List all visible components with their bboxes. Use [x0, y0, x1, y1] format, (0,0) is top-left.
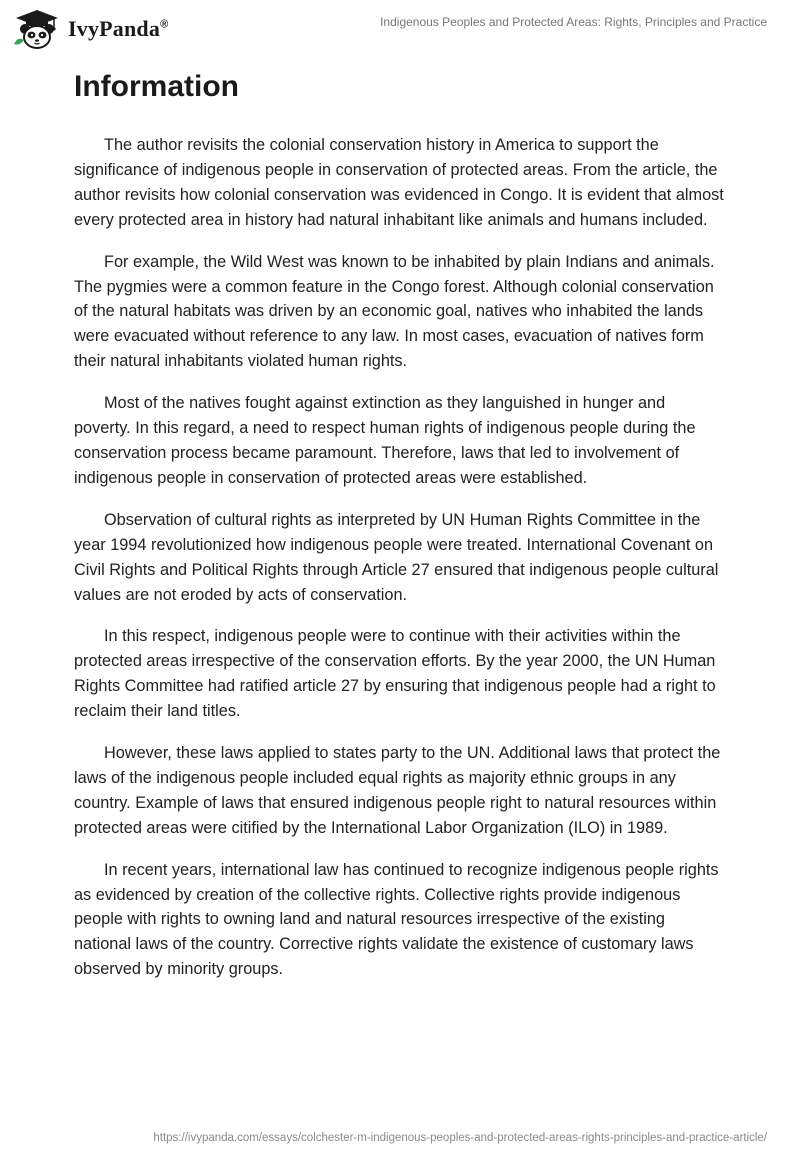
article-body [74, 133, 726, 999]
document-title: Indigenous Peoples and Protected Areas: Rights, Principles and Practice [380, 15, 767, 29]
registered-mark: ® [160, 18, 169, 31]
section-heading: Information [74, 70, 239, 103]
ivypanda-logo[interactable] [12, 8, 168, 50]
paragraph: However, these laws applied to states party to the UN. Additional laws that protect the laws of the indigenous people included equal rights as majority ethnic groups in any country. Example of laws that ensured indigenous people right to natural resources within protected areas were citified by the International Labor Organization (ILO) in 1989. [74, 744, 721, 837]
source-url[interactable]: https://ivypanda.com/essays/colchester-m-indigenous-peoples-and-protected-areas-rights-principles-and-practice-article/ [153, 1132, 767, 1144]
paragraph: For example, the Wild West was known to be inhabited by plain Indians and animals. The pygmies were a common feature in the Congo forest. Although colonial conservation of the natural habitats was driven by an economic goal, natives who inhabited the lands were evacuated without reference to any law. In most cases, evacuation of natives form their natural inhabitants violated human rights. [74, 252, 715, 371]
page-header [0, 0, 800, 60]
paragraph: In this respect, indigenous people were to continue with their activities within the protected areas irrespective of the conservation efforts. By the year 2000, the UN Human Rights Committee had ratified article 27 by ensuring that indigenous people had a right to reclaim their land titles. [74, 627, 716, 721]
paragraph: Observation of cultural rights as interpreted by UN Human Rights Committee in the year 1994 revolutionized how indigenous people were treated. International Covenant on Civil Rights and Political Rights through Article 27 ensured that indigenous people cultural values are not eroded by acts of conservation. [74, 510, 719, 604]
paragraph: Most of the natives fought against extinction as they languished in hunger and poverty. In this regard, a need to respect human rights of indigenous people during the conservation process became paramount. Therefore, laws that led to involvement of indigenous people in conservation of protected areas were established. [74, 394, 696, 487]
paragraph: The author revisits the colonial conservation history in America to support the significance of indigenous people in conservation of protected areas. From the article, the author revisits how colonial conservation was evidenced in Congo. It is evident that almost every protected area in history had natural inhabitant like animals and humans included. [74, 136, 724, 229]
logo-name: IvyPanda [68, 16, 161, 41]
panda-graduate-icon [12, 8, 62, 50]
paragraph: In recent years, international law has continued to recognize indigenous people rights as evidenced by creation of the collective rights. Collective rights provide indigenous people with rights to owning land and natural resources irrespective of the existing national laws of the country. Corrective rights validate the existence of customary laws observed by minority groups. [74, 860, 719, 979]
logo-wordmark [68, 16, 168, 42]
